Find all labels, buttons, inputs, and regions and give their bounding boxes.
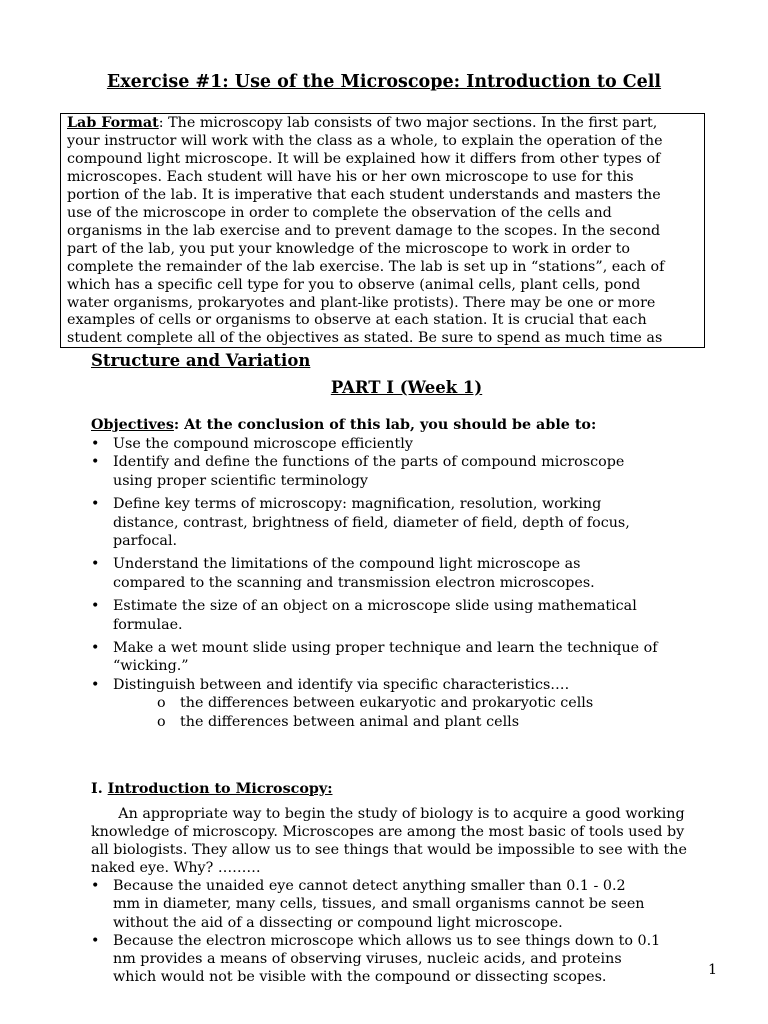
section-heading: I. Introduction to Microscopy: [91,781,333,797]
list-item: • Understand the limitations of the compound light microscope as compared to the scanning and transmission electron microscopes. [91,556,595,591]
list-item: • Make a wet mount slide using proper technique and learn the technique of “wicking.” [91,640,658,675]
bullet-icon: • [91,556,100,573]
lab-format-box [60,113,705,348]
lab-format-line: your instructor will work with the class as a whole, to explain the operation of the [67,132,663,149]
list-item: • Use the compound microscope efficiently [91,436,413,452]
list-item: • Because the electron microscope which allows us to see things down to 0.1 nm provides a means of observing viruses, nucleic acids, and proteins which would not be visible with the compound or dissecting scopes. [91,932,661,985]
lab-format-line: organisms in the lab exercise and to prevent damage to the scopes. In the second [67,222,661,239]
lab-format-line: microscopes. Each student will have his or her own microscope to use for this [67,168,634,185]
objectives-label: Objectives [91,417,174,433]
lab-format-label: Lab Format [67,115,159,131]
sub-list-item: o the differences between eukaryotic and prokaryotic cells [157,695,594,712]
lab-format-line: examples of cells or organisms to observe at each station. It is crucial that each [67,312,647,329]
bullet-icon: • [91,454,100,471]
bullet-icon: • [91,436,100,452]
lab-format-line: portion of the lab. It is imperative that each student understands and masters the [67,186,661,203]
lab-format-line: Lab Format: The microscopy lab consists of two major sections. In the first part, [67,115,658,131]
bullet-icon: • [91,496,100,513]
sub-list-item: o the differences between animal and plant cells [157,713,520,730]
lab-format-line: compound light microscope. It will be explained how it differs from other types of [67,150,661,167]
list-item: • Distinguish between and identify via specific characteristics…. [91,676,570,693]
bullet-icon: • [91,676,100,693]
lab-format-line: part of the lab, you put your knowledge of the microscope to work in order to [67,240,630,257]
part-heading: PART I (Week 1) [330,378,483,397]
page-title: Exercise #1: Use of the Microscope: Introduction to Cell [106,72,662,92]
bullet-icon: • [91,878,100,895]
page-number: 1 [708,962,718,978]
bullet-icon: • [91,598,100,615]
subtitle: Structure and Variation [91,351,311,370]
bullet-icon: • [91,932,100,949]
objectives-heading: Objectives: At the conclusion of this lab, you should be able to: [91,417,597,433]
lab-format-line: complete the remainder of the lab exercise. The lab is set up in “stations”, each of [67,258,665,275]
lab-format-line: student complete all of the objectives as stated. Be sure to spend as much time as [67,330,663,347]
list-item: • Because the unaided eye cannot detect anything smaller than 0.1 - 0.2 mm in diameter, many cells, tissues, and small organisms cannot be seen without the aid of a dissecting or compound light microscope. [91,878,645,931]
list-item: • Estimate the size of an object on a microscope slide using mathematical formulae. [91,598,637,633]
circle-bullet-icon: o [157,695,166,712]
list-item: • Define key terms of microscopy: magnification, resolution, working distance, contrast, brightness of field, diameter of field, depth of focus, parfocal. [91,496,630,550]
sub-list [91,694,711,731]
lab-format-line: use of the microscope in order to complete the observation of the cells and [67,204,612,221]
circle-bullet-icon: o [157,713,166,730]
intro-paragraph: An appropriate way to begin the study of biology is to acquire a good working knowledge of microscopy. Microscopes are among the most basic of tools used by all biologists. They allow us to see things that would be impossible to see with the naked eye. Why? ……… • Because the unaided eye cannot detect anything smaller than 0.1 - 0.2 mm in diameter, many cells, tissues, and small organisms cannot be seen without the aid of a dissecting or compound light microscope. • Because the electron microscope which allows us to see things down to 0.1 nm provides a means of observing viruses, nucleic acids, and proteins which would not be visible with the compound or dissecting scopes. [91,805,731,986]
lab-format-line: which has a specific cell type for you to observe (animal cells, plant cells, pond [67,276,641,293]
bullet-icon: • [91,640,100,657]
lab-format-line: water organisms, prokaryotes and plant-like protists). There may be one or more [67,294,656,311]
list-item: • Identify and define the functions of the parts of compound microscope using proper scientific terminology [91,454,625,489]
objectives-list [91,435,711,731]
